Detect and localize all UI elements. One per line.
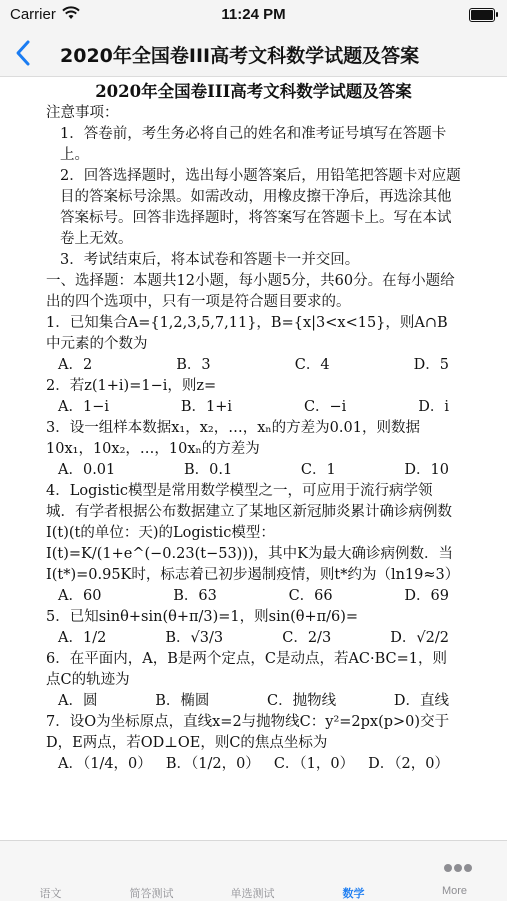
tab-more[interactable] bbox=[404, 841, 505, 901]
option: D．69 bbox=[404, 588, 449, 604]
tab-single-choice-test[interactable] bbox=[202, 841, 303, 901]
tab-short-answer-test[interactable] bbox=[101, 841, 202, 901]
nav-title: 2020年全国卷III高考文科数学试题及答案 bbox=[60, 45, 420, 67]
document-view[interactable] bbox=[0, 78, 507, 838]
question-2: 2．若z(1+i)=1−i，则z= bbox=[46, 378, 217, 394]
question-6: 6．在平面内，A，B是两个定点，C是动点，若AC·BC=1，则点C的轨迹为 bbox=[46, 651, 448, 688]
option: B．（1/2，0） bbox=[165, 756, 260, 772]
option: A．1/2 bbox=[58, 630, 107, 646]
question-1: 1．已知集合A={1,2,3,5,7,11}，B={x|3<x<15}，则A∩B中元素的个数为 bbox=[46, 315, 448, 352]
question-7: 7．设O为坐标原点，直线x=2与抛物线C：y²=2px(p>0)交于D，E两点，若OD⊥OE，则C的焦点坐标为 bbox=[46, 714, 450, 751]
question-6-options bbox=[46, 691, 461, 712]
battery-icon bbox=[469, 8, 495, 22]
option: C．4 bbox=[294, 357, 330, 373]
option: B．√3/3 bbox=[165, 630, 224, 646]
option: B．3 bbox=[176, 357, 211, 373]
option: A．60 bbox=[58, 588, 102, 604]
option: D．直线 bbox=[393, 693, 449, 709]
tab-math[interactable] bbox=[303, 841, 404, 901]
tab-label: More bbox=[441, 885, 468, 897]
option: B．0.1 bbox=[183, 462, 233, 478]
tab-bar bbox=[0, 840, 507, 901]
option: B．椭圆 bbox=[155, 693, 210, 709]
question-4-options bbox=[46, 586, 461, 607]
option: A．0.01 bbox=[58, 462, 116, 478]
tab-label: 数学 bbox=[342, 888, 365, 900]
question-5: 5．已知sinθ+sin(θ+π/3)=1，则sin(θ+π/6)= bbox=[46, 609, 359, 625]
tab-label: 简答测试 bbox=[129, 888, 174, 900]
option: C．抛物线 bbox=[267, 693, 337, 709]
notice-item-1: 1．答卷前，考生务必将自己的姓名和准考证号填写在答题卡上。 bbox=[60, 126, 447, 163]
question-2-options bbox=[46, 397, 461, 418]
question-5-options bbox=[46, 628, 461, 649]
option: C．（1，0） bbox=[273, 756, 355, 772]
question-1-options bbox=[46, 355, 461, 376]
question-4: 4．Logistic模型是常用数学模型之一，可应用于流行病学领城．有学者根据公布数据建立了某地区新冠肺炎累计确诊病例数I(t)(t的单位：天)的Logistic模型：I(t)=K/(1+e^(−0.23(t−53)))，其中K为最大确诊病例数．当I(t*)=0.95K时，标志着已初步遏制疫情，则t*约为（ln19≈3） bbox=[46, 483, 460, 583]
question-7-options bbox=[46, 754, 461, 775]
carrier-label: Carrier bbox=[10, 6, 56, 23]
notice-item-3: 3．考试结束后，将本试卷和答题卡一并交回。 bbox=[60, 252, 360, 268]
tab-label: 单选测试 bbox=[230, 888, 275, 900]
option: A．（1/4，0） bbox=[58, 756, 152, 772]
option: B．1+i bbox=[180, 399, 233, 415]
navigation-bar bbox=[0, 30, 507, 77]
option: A．1−i bbox=[58, 399, 109, 415]
status-bar bbox=[0, 0, 507, 30]
option: D．i bbox=[418, 399, 449, 415]
tab-label: 语文 bbox=[39, 888, 62, 900]
notice-item-2: 2．回答选择题时，选出每小题答案后，用铅笔把答题卡对应题目的答案标号涂黑。如需改动，用橡皮擦干净后，再选涂其他答案标号。回答非选择题时，将答案写在答题卡上。写在本试卷上无效。 bbox=[60, 168, 461, 247]
option: D．（2，0） bbox=[368, 756, 449, 772]
tab-chinese[interactable] bbox=[0, 841, 101, 901]
more-icon bbox=[444, 859, 474, 867]
option: B．63 bbox=[173, 588, 217, 604]
option: A．圆 bbox=[58, 693, 98, 709]
question-3-options bbox=[46, 460, 461, 481]
back-chevron-icon[interactable] bbox=[12, 38, 34, 68]
question-3: 3．设一组样本数据x₁，x₂，…，xₙ的方差为0.01，则数据10x₁，10x₂，…，10xₙ的方差为 bbox=[46, 420, 420, 457]
option: C．66 bbox=[288, 588, 333, 604]
section-heading: 一、选择题：本题共12小题，每小题5分，共60分。在每小题给出的四个选项中，只有一项是符合题目要求的。 bbox=[46, 273, 455, 310]
document-title: 2020年全国卷III高考文科数学试题及答案 bbox=[95, 82, 412, 101]
option: C．−i bbox=[303, 399, 347, 415]
option: D．√2/2 bbox=[390, 630, 449, 646]
option: D．10 bbox=[404, 462, 449, 478]
option: A．2 bbox=[58, 357, 93, 373]
option: D．5 bbox=[413, 357, 449, 373]
notice-heading: 注意事项： bbox=[46, 105, 119, 121]
option: C．2/3 bbox=[282, 630, 332, 646]
clock: 11:24 PM bbox=[221, 6, 286, 23]
option: C．1 bbox=[300, 462, 336, 478]
